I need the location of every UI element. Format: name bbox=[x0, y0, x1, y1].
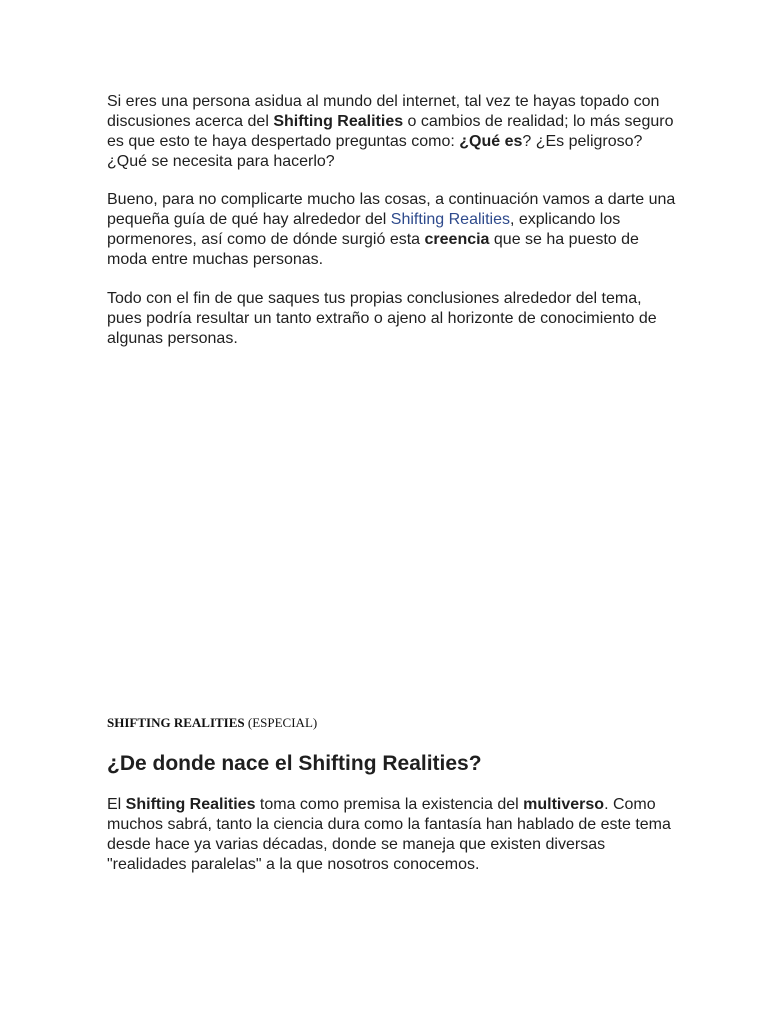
section-label bbox=[107, 715, 317, 731]
section-label-rest: (ESPECIAL) bbox=[244, 715, 318, 730]
p4-bold-shifting-realities: Shifting Realities bbox=[125, 796, 256, 813]
section-heading: ¿De donde nace el Shifting Realities? bbox=[107, 752, 482, 775]
p2-text-b: , explicando los pormenores, así como de dónde surgió esta bbox=[107, 211, 621, 248]
p1-text-a: Si eres una persona asidua al mundo del internet, tal vez te hayas topado con discusiones acerca del bbox=[107, 93, 660, 130]
section-label-bold: SHIFTING REALITIES bbox=[107, 715, 245, 730]
intro-paragraph-3: Todo con el fin de que saques tus propias conclusiones alrededor del tema, pues podría resultar un tanto extraño o ajeno al horizonte de conocimiento de algunas personas. bbox=[107, 290, 657, 347]
p2-text-a: Bueno, para no complicarte mucho las cosas, a continuación vamos a darte una pequeña guía de qué hay alrededor del bbox=[107, 191, 676, 228]
intro-paragraph-1 bbox=[107, 92, 677, 172]
p2-bold-creencia: creencia bbox=[424, 231, 490, 248]
p4-text-a: El bbox=[107, 796, 126, 813]
section-paragraph bbox=[107, 795, 677, 875]
p1-bold-que-es: ¿Qué es bbox=[459, 133, 523, 150]
p1-text-e: ? ¿Es peligroso? ¿Qué se necesita para hacerlo? bbox=[107, 133, 643, 170]
p4-text-c: toma como premisa la existencia del bbox=[255, 796, 524, 813]
shifting-realities-link[interactable]: Shifting Realities bbox=[390, 211, 510, 228]
p1-text-c: o cambios de realidad; lo más seguro es que esto te haya despertado preguntas como: bbox=[107, 113, 674, 150]
p2-text-d: que se ha puesto de moda entre muchas personas. bbox=[107, 231, 639, 268]
p4-bold-multiverso: multiverso bbox=[523, 796, 605, 813]
intro-paragraph-2 bbox=[107, 190, 677, 270]
p4-text-e: . Como muchos sabrá, tanto la ciencia dura como la fantasía han hablado de este tema desde hace ya varias décadas, donde se maneja que existen diversas "realidades paralelas" a la que nosotros conocemos. bbox=[107, 796, 671, 873]
p1-bold-shifting-realities: Shifting Realities bbox=[273, 113, 404, 130]
